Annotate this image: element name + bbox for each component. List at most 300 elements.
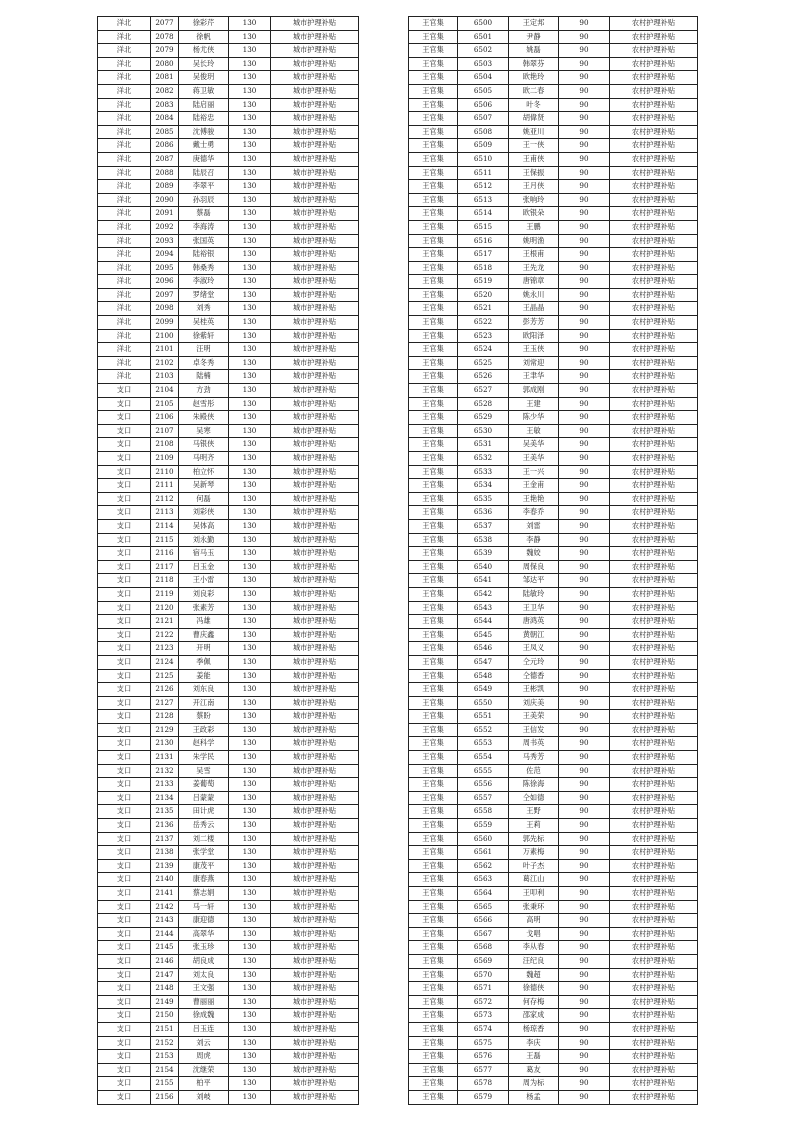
table-row <box>409 710 698 724</box>
table-row <box>98 44 359 58</box>
cell-village: 王官集 <box>409 207 458 221</box>
cell-subsidy-type: 城市护理补贴 <box>271 751 359 765</box>
cell-village: 支口 <box>98 587 151 601</box>
cell-subsidy-type: 农村护理补贴 <box>610 737 698 751</box>
cell-name: 李从春 <box>509 941 559 955</box>
cell-village: 王官集 <box>409 941 458 955</box>
cell-village: 王官集 <box>409 492 458 506</box>
table-row <box>409 329 698 343</box>
cell-number: 2110 <box>151 465 179 479</box>
cell-village: 支口 <box>98 1077 151 1091</box>
table-row <box>98 207 359 221</box>
cell-subsidy-type: 城市护理补贴 <box>271 696 359 710</box>
cell-name: 王政彩 <box>179 723 229 737</box>
table-row <box>409 152 698 166</box>
cell-name: 刘岐 <box>179 1090 229 1104</box>
cell-name: 王金甫 <box>509 479 559 493</box>
cell-number: 6577 <box>458 1063 509 1077</box>
cell-name: 尹静 <box>509 30 559 44</box>
cell-amount: 130 <box>229 288 271 302</box>
cell-number: 2152 <box>151 1036 179 1050</box>
cell-number: 6534 <box>458 479 509 493</box>
cell-name: 刘彩侠 <box>179 506 229 520</box>
table-row <box>98 751 359 765</box>
cell-name: 汪明 <box>179 343 229 357</box>
cell-subsidy-type: 农村护理补贴 <box>610 819 698 833</box>
table-row <box>409 655 698 669</box>
cell-number: 6503 <box>458 57 509 71</box>
cell-village: 支口 <box>98 492 151 506</box>
cell-subsidy-type: 城市护理补贴 <box>271 615 359 629</box>
cell-name: 罗绪堂 <box>179 288 229 302</box>
cell-village: 王官集 <box>409 954 458 968</box>
table-row <box>98 982 359 996</box>
cell-village: 王官集 <box>409 914 458 928</box>
cell-village: 王官集 <box>409 519 458 533</box>
cell-number: 2124 <box>151 655 179 669</box>
cell-village: 支口 <box>98 764 151 778</box>
cell-number: 6564 <box>458 887 509 901</box>
cell-number: 2101 <box>151 343 179 357</box>
cell-village: 支口 <box>98 791 151 805</box>
cell-number: 6528 <box>458 397 509 411</box>
table-row <box>409 560 698 574</box>
cell-number: 2084 <box>151 112 179 126</box>
cell-amount: 130 <box>229 954 271 968</box>
cell-name: 王美华 <box>509 452 559 466</box>
cell-amount: 90 <box>559 384 610 398</box>
cell-subsidy-type: 城市护理补贴 <box>271 275 359 289</box>
cell-number: 6525 <box>458 356 509 370</box>
cell-subsidy-type: 农村护理补贴 <box>610 234 698 248</box>
cell-village: 王官集 <box>409 343 458 357</box>
table-row <box>98 954 359 968</box>
cell-amount: 130 <box>229 696 271 710</box>
cell-subsidy-type: 城市护理补贴 <box>271 248 359 262</box>
cell-name: 刘永勤 <box>179 533 229 547</box>
cell-number: 6541 <box>458 574 509 588</box>
cell-amount: 130 <box>229 180 271 194</box>
cell-number: 2098 <box>151 302 179 316</box>
cell-name: 孙羽辰 <box>179 193 229 207</box>
table-row <box>409 17 698 31</box>
cell-subsidy-type: 城市护理补贴 <box>271 1022 359 1036</box>
table-row <box>409 397 698 411</box>
table-row <box>409 900 698 914</box>
cell-amount: 130 <box>229 723 271 737</box>
cell-name: 开明 <box>179 642 229 656</box>
cell-number: 2131 <box>151 751 179 765</box>
cell-name: 方劲 <box>179 384 229 398</box>
cell-amount: 90 <box>559 832 610 846</box>
cell-amount: 90 <box>559 547 610 561</box>
cell-village: 王官集 <box>409 1090 458 1104</box>
table-row <box>98 547 359 561</box>
cell-village: 支口 <box>98 1009 151 1023</box>
cell-subsidy-type: 城市护理补贴 <box>271 424 359 438</box>
table-row <box>409 764 698 778</box>
table-row <box>98 900 359 914</box>
cell-subsidy-type: 城市护理补贴 <box>271 669 359 683</box>
cell-subsidy-type: 农村护理补贴 <box>610 207 698 221</box>
cell-name: 王保振 <box>509 166 559 180</box>
cell-village: 洋北 <box>98 166 151 180</box>
cell-amount: 90 <box>559 71 610 85</box>
cell-number: 2137 <box>151 832 179 846</box>
cell-number: 6554 <box>458 751 509 765</box>
cell-subsidy-type: 农村护理补贴 <box>610 71 698 85</box>
cell-village: 王官集 <box>409 288 458 302</box>
cell-number: 2125 <box>151 669 179 683</box>
cell-amount: 130 <box>229 193 271 207</box>
cell-subsidy-type: 城市护理补贴 <box>271 139 359 153</box>
cell-name: 蔡志娟 <box>179 887 229 901</box>
cell-village: 支口 <box>98 1022 151 1036</box>
cell-subsidy-type: 城市护理补贴 <box>271 819 359 833</box>
cell-number: 2107 <box>151 424 179 438</box>
cell-name: 吴体高 <box>179 519 229 533</box>
cell-village: 洋北 <box>98 84 151 98</box>
cell-amount: 130 <box>229 112 271 126</box>
cell-village: 王官集 <box>409 152 458 166</box>
cell-village: 支口 <box>98 1063 151 1077</box>
cell-subsidy-type: 城市护理补贴 <box>271 302 359 316</box>
cell-name: 王一兴 <box>509 465 559 479</box>
cell-number: 6551 <box>458 710 509 724</box>
cell-amount: 130 <box>229 533 271 547</box>
cell-village: 支口 <box>98 819 151 833</box>
cell-subsidy-type: 城市护理补贴 <box>271 316 359 330</box>
cell-village: 王官集 <box>409 819 458 833</box>
cell-number: 2146 <box>151 954 179 968</box>
cell-number: 6557 <box>458 791 509 805</box>
table-row <box>98 71 359 85</box>
cell-number: 6561 <box>458 846 509 860</box>
cell-village: 王官集 <box>409 98 458 112</box>
cell-village: 王官集 <box>409 424 458 438</box>
cell-subsidy-type: 城市护理补贴 <box>271 927 359 941</box>
cell-amount: 90 <box>559 900 610 914</box>
cell-name: 柏平 <box>179 1077 229 1091</box>
cell-amount: 90 <box>559 139 610 153</box>
cell-amount: 130 <box>229 465 271 479</box>
cell-village: 洋北 <box>98 370 151 384</box>
table-row <box>98 846 359 860</box>
cell-subsidy-type: 农村护理补贴 <box>610 859 698 873</box>
cell-village: 王官集 <box>409 778 458 792</box>
cell-village: 支口 <box>98 859 151 873</box>
cell-village: 支口 <box>98 683 151 697</box>
subsidy-table-left <box>97 16 359 1105</box>
cell-subsidy-type: 城市护理补贴 <box>271 601 359 615</box>
cell-subsidy-type: 农村护理补贴 <box>610 302 698 316</box>
cell-subsidy-type: 城市护理补贴 <box>271 411 359 425</box>
cell-village: 王官集 <box>409 166 458 180</box>
cell-amount: 130 <box>229 982 271 996</box>
cell-village: 洋北 <box>98 356 151 370</box>
cell-number: 2123 <box>151 642 179 656</box>
cell-number: 2081 <box>151 71 179 85</box>
table-row <box>98 1063 359 1077</box>
cell-village: 洋北 <box>98 248 151 262</box>
cell-number: 6511 <box>458 166 509 180</box>
cell-amount: 90 <box>559 1077 610 1091</box>
cell-village: 王官集 <box>409 968 458 982</box>
cell-name: 张玉珍 <box>179 941 229 955</box>
cell-subsidy-type: 农村护理补贴 <box>610 356 698 370</box>
cell-amount: 90 <box>559 683 610 697</box>
cell-amount: 90 <box>559 1036 610 1050</box>
cell-number: 6535 <box>458 492 509 506</box>
cell-number: 2108 <box>151 438 179 452</box>
cell-name: 彭芳芳 <box>509 316 559 330</box>
cell-subsidy-type: 农村护理补贴 <box>610 397 698 411</box>
cell-amount: 90 <box>559 615 610 629</box>
cell-amount: 130 <box>229 1050 271 1064</box>
cell-subsidy-type: 农村护理补贴 <box>610 982 698 996</box>
cell-amount: 130 <box>229 587 271 601</box>
cell-village: 洋北 <box>98 343 151 357</box>
cell-subsidy-type: 城市护理补贴 <box>271 71 359 85</box>
table-row <box>98 1050 359 1064</box>
cell-subsidy-type: 农村护理补贴 <box>610 696 698 710</box>
table-row <box>98 764 359 778</box>
table-row <box>98 356 359 370</box>
table-row <box>409 30 698 44</box>
cell-amount: 90 <box>559 1063 610 1077</box>
cell-name: 周书英 <box>509 737 559 751</box>
cell-village: 王官集 <box>409 180 458 194</box>
table-row <box>409 234 698 248</box>
table-row <box>98 438 359 452</box>
cell-subsidy-type: 农村护理补贴 <box>610 547 698 561</box>
cell-amount: 90 <box>559 751 610 765</box>
cell-name: 吕玉金 <box>179 560 229 574</box>
cell-amount: 130 <box>229 57 271 71</box>
cell-amount: 90 <box>559 941 610 955</box>
cell-subsidy-type: 城市护理补贴 <box>271 574 359 588</box>
cell-number: 2119 <box>151 587 179 601</box>
cell-name: 姚磊 <box>509 44 559 58</box>
cell-name: 张国英 <box>179 234 229 248</box>
cell-number: 2121 <box>151 615 179 629</box>
cell-amount: 90 <box>559 968 610 982</box>
cell-number: 6517 <box>458 248 509 262</box>
cell-subsidy-type: 城市护理补贴 <box>271 778 359 792</box>
cell-subsidy-type: 农村护理补贴 <box>610 574 698 588</box>
cell-amount: 130 <box>229 669 271 683</box>
cell-village: 王官集 <box>409 30 458 44</box>
table-row <box>409 424 698 438</box>
cell-number: 6507 <box>458 112 509 126</box>
cell-number: 2156 <box>151 1090 179 1104</box>
cell-amount: 130 <box>229 791 271 805</box>
table-row <box>98 302 359 316</box>
cell-amount: 90 <box>559 587 610 601</box>
cell-subsidy-type: 农村护理补贴 <box>610 832 698 846</box>
cell-amount: 90 <box>559 207 610 221</box>
cell-number: 6545 <box>458 628 509 642</box>
cell-village: 洋北 <box>98 44 151 58</box>
cell-name: 仝德香 <box>509 669 559 683</box>
table-row <box>98 220 359 234</box>
cell-name: 郭先标 <box>509 832 559 846</box>
cell-amount: 130 <box>229 887 271 901</box>
table-row <box>409 819 698 833</box>
cell-amount: 90 <box>559 17 610 31</box>
cell-number: 6550 <box>458 696 509 710</box>
cell-village: 王官集 <box>409 411 458 425</box>
table-row <box>409 384 698 398</box>
cell-name: 王聿华 <box>509 370 559 384</box>
cell-subsidy-type: 城市护理补贴 <box>271 98 359 112</box>
cell-amount: 90 <box>559 479 610 493</box>
cell-number: 6520 <box>458 288 509 302</box>
cell-village: 王官集 <box>409 927 458 941</box>
cell-village: 王官集 <box>409 397 458 411</box>
cell-number: 6542 <box>458 587 509 601</box>
cell-number: 2112 <box>151 492 179 506</box>
cell-number: 6553 <box>458 737 509 751</box>
cell-number: 2129 <box>151 723 179 737</box>
cell-subsidy-type: 城市护理补贴 <box>271 683 359 697</box>
cell-name: 刘庆美 <box>509 696 559 710</box>
cell-amount: 90 <box>559 574 610 588</box>
cell-amount: 90 <box>559 655 610 669</box>
cell-amount: 90 <box>559 791 610 805</box>
table-row <box>409 601 698 615</box>
cell-subsidy-type: 城市护理补贴 <box>271 519 359 533</box>
cell-amount: 130 <box>229 492 271 506</box>
cell-subsidy-type: 农村护理补贴 <box>610 927 698 941</box>
cell-village: 支口 <box>98 560 151 574</box>
cell-number: 6556 <box>458 778 509 792</box>
cell-number: 6567 <box>458 927 509 941</box>
cell-amount: 90 <box>559 343 610 357</box>
cell-subsidy-type: 城市护理补贴 <box>271 1090 359 1104</box>
cell-number: 6537 <box>458 519 509 533</box>
cell-name: 杨琼香 <box>509 1022 559 1036</box>
cell-amount: 90 <box>559 723 610 737</box>
cell-amount: 130 <box>229 805 271 819</box>
cell-subsidy-type: 农村护理补贴 <box>610 125 698 139</box>
cell-number: 6527 <box>458 384 509 398</box>
table-row <box>98 683 359 697</box>
cell-amount: 90 <box>559 954 610 968</box>
cell-subsidy-type: 农村护理补贴 <box>610 655 698 669</box>
cell-number: 6563 <box>458 873 509 887</box>
cell-subsidy-type: 农村护理补贴 <box>610 900 698 914</box>
table-row <box>98 411 359 425</box>
cell-number: 2136 <box>151 819 179 833</box>
cell-subsidy-type: 农村护理补贴 <box>610 587 698 601</box>
cell-number: 2092 <box>151 220 179 234</box>
table-row <box>409 737 698 751</box>
cell-village: 洋北 <box>98 261 151 275</box>
cell-number: 6547 <box>458 655 509 669</box>
table-row <box>409 628 698 642</box>
cell-name: 欧二春 <box>509 84 559 98</box>
cell-number: 2154 <box>151 1063 179 1077</box>
table-row <box>409 778 698 792</box>
cell-number: 6504 <box>458 71 509 85</box>
cell-village: 支口 <box>98 397 151 411</box>
cell-number: 6575 <box>458 1036 509 1050</box>
cell-name: 冯雄 <box>179 615 229 629</box>
table-row <box>409 302 698 316</box>
cell-amount: 130 <box>229 1009 271 1023</box>
cell-village: 洋北 <box>98 234 151 248</box>
cell-subsidy-type: 农村护理补贴 <box>610 452 698 466</box>
cell-amount: 90 <box>559 846 610 860</box>
cell-subsidy-type: 农村护理补贴 <box>610 1063 698 1077</box>
table-row <box>409 492 698 506</box>
cell-number: 2089 <box>151 180 179 194</box>
cell-amount: 130 <box>229 207 271 221</box>
cell-name: 王甫侠 <box>509 152 559 166</box>
cell-village: 王官集 <box>409 846 458 860</box>
cell-name: 陆裕忠 <box>179 112 229 126</box>
cell-amount: 90 <box>559 112 610 126</box>
cell-village: 王官集 <box>409 751 458 765</box>
cell-village: 支口 <box>98 968 151 982</box>
cell-amount: 90 <box>559 1090 610 1104</box>
cell-name: 王叩利 <box>509 887 559 901</box>
cell-name: 李翠平 <box>179 180 229 194</box>
cell-amount: 90 <box>559 914 610 928</box>
cell-number: 2145 <box>151 941 179 955</box>
cell-number: 2091 <box>151 207 179 221</box>
table-row <box>409 696 698 710</box>
table-row <box>98 479 359 493</box>
table-row <box>98 859 359 873</box>
cell-amount: 130 <box>229 914 271 928</box>
cell-subsidy-type: 城市护理补贴 <box>271 288 359 302</box>
cell-name: 朱殿侠 <box>179 411 229 425</box>
cell-number: 6540 <box>458 560 509 574</box>
cell-amount: 130 <box>229 859 271 873</box>
table-row <box>98 941 359 955</box>
cell-subsidy-type: 农村护理补贴 <box>610 1036 698 1050</box>
cell-number: 2096 <box>151 275 179 289</box>
cell-subsidy-type: 农村护理补贴 <box>610 519 698 533</box>
cell-number: 6516 <box>458 234 509 248</box>
cell-number: 2135 <box>151 805 179 819</box>
cell-name: 陈徐海 <box>509 778 559 792</box>
cell-amount: 130 <box>229 411 271 425</box>
cell-name: 刘秀 <box>179 302 229 316</box>
cell-village: 洋北 <box>98 220 151 234</box>
cell-number: 2086 <box>151 139 179 153</box>
cell-number: 6521 <box>458 302 509 316</box>
cell-name: 高明 <box>509 914 559 928</box>
cell-village: 王官集 <box>409 615 458 629</box>
cell-name: 吴美华 <box>509 438 559 452</box>
cell-amount: 90 <box>559 180 610 194</box>
cell-village: 王官集 <box>409 57 458 71</box>
cell-name: 王月侠 <box>509 180 559 194</box>
cell-number: 6532 <box>458 452 509 466</box>
cell-number: 6533 <box>458 465 509 479</box>
cell-village: 王官集 <box>409 261 458 275</box>
cell-subsidy-type: 城市护理补贴 <box>271 479 359 493</box>
cell-number: 2080 <box>151 57 179 71</box>
cell-village: 王官集 <box>409 234 458 248</box>
table-row <box>98 316 359 330</box>
cell-village: 洋北 <box>98 180 151 194</box>
cell-subsidy-type: 农村护理补贴 <box>610 84 698 98</box>
cell-subsidy-type: 城市护理补贴 <box>271 220 359 234</box>
